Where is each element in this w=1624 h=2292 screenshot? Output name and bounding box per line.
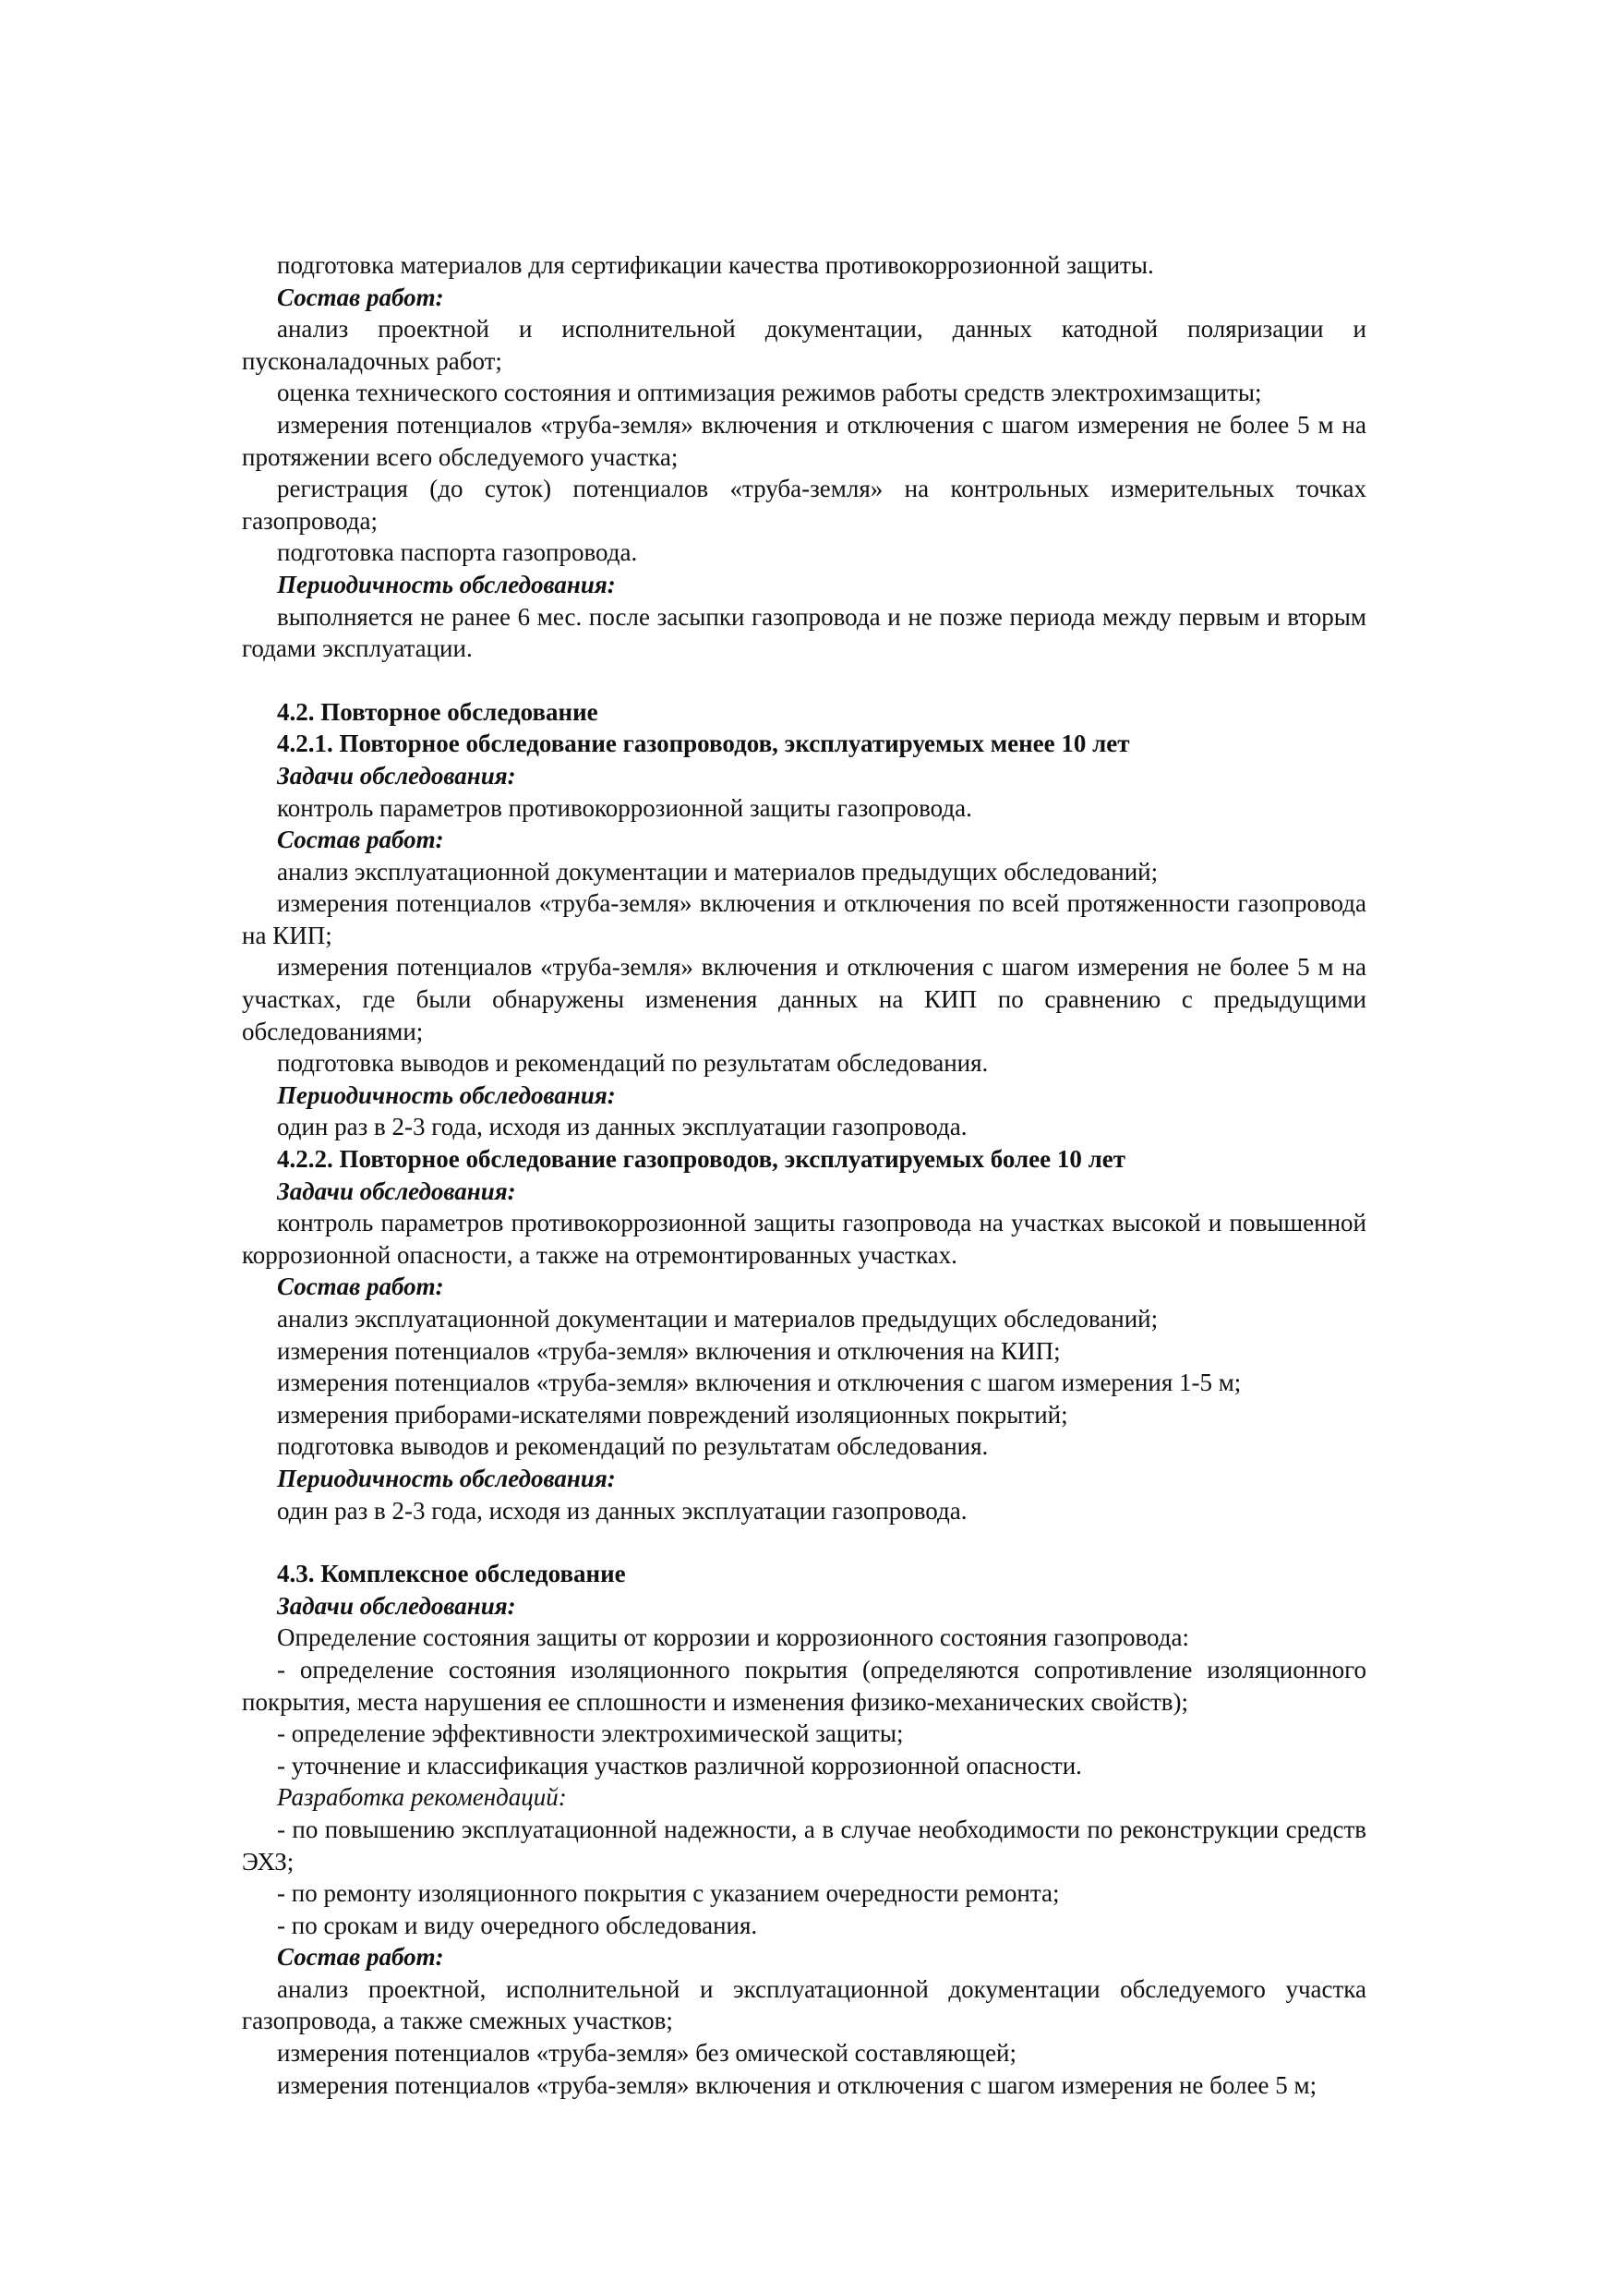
section-gap bbox=[242, 665, 1366, 696]
list-item: - по повышению эксплуатационной надежности, а в случае необходимости по реконструкции средств ЭХЗ; bbox=[242, 1815, 1366, 1876]
subheading-period: Периодичность обследования: bbox=[277, 1464, 616, 1492]
paragraph: подготовка материалов для сертификации качества противокоррозионной защиты. bbox=[277, 251, 1154, 279]
subheading-sostav: Состав работ: bbox=[277, 283, 444, 311]
paragraph: Определение состояния защиты от коррозии и коррозионного состояния газопровода: bbox=[277, 1623, 1189, 1652]
subheading-period: Периодичность обследования: bbox=[277, 1080, 616, 1109]
subheading-sostav: Состав работ: bbox=[277, 1943, 444, 1972]
document-page bbox=[242, 249, 1366, 2101]
subsection-heading: 4.2.1. Повторное обследование газопроводов, эксплуатируемых менее 10 лет bbox=[277, 730, 1130, 758]
list-item: измерения потенциалов «труба-земля» включения и отключения с шагом измерения не более 5 м; bbox=[277, 2070, 1317, 2099]
list-item: оценка технического состояния и оптимизация режимов работы средств электрохимзащиты; bbox=[277, 379, 1262, 407]
section-heading: 4.3. Комплексное обследование bbox=[277, 1560, 626, 1588]
subheading-zadachi: Задачи обследования: bbox=[277, 1591, 516, 1620]
list-item: измерения потенциалов «труба-земля» включения и отключения с шагом измерения не более 5 м на протяжении всего обследуемого участка; bbox=[242, 410, 1366, 471]
list-item: измерения приборами-искателями повреждений изоляционных покрытий; bbox=[277, 1400, 1068, 1429]
section-gap bbox=[242, 1526, 1366, 1558]
subheading-zadachi: Задачи обследования: bbox=[277, 761, 516, 790]
paragraph: выполняется не ранее 6 мес. после засыпки газопровода и не позже периода между первым и вторым годами эксплуатации. bbox=[242, 602, 1366, 663]
list-item: подготовка выводов и рекомендаций по результатам обследования. bbox=[277, 1049, 989, 1078]
list-item: - определение состояния изоляционного покрытия (определяются сопротивление изоляционного покрытия, места нарушения ее сплошности и изменения физико-механических свойств); bbox=[242, 1655, 1366, 1716]
list-item: - уточнение и классификация участков различной коррозионной опасности. bbox=[277, 1751, 1082, 1779]
list-item: анализ эксплуатационной документации и материалов предыдущих обследований; bbox=[277, 857, 1159, 886]
subheading-period: Периодичность обследования: bbox=[277, 570, 616, 598]
list-item: анализ проектной, исполнительной и эксплуатационной документации обследуемого участка газопровода, а также смежных участков; bbox=[242, 1974, 1366, 2035]
list-item: регистрация (до суток) потенциалов «труба-земля» на контрольных измерительных точках газопровода; bbox=[242, 475, 1366, 535]
subsection-heading: 4.2.2. Повторное обследование газопроводов, эксплуатируемых более 10 лет bbox=[277, 1145, 1126, 1174]
section-heading: 4.2. Повторное обследование bbox=[277, 697, 598, 726]
subheading-recommendations: Разработка рекомендаций: bbox=[277, 1783, 567, 1812]
paragraph: контроль параметров противокоррозионной защиты газопровода на участках высокой и повышенной коррозионной опасности, а также на отремонтированных участках. bbox=[242, 1209, 1366, 1269]
list-item: подготовка выводов и рекомендаций по результатам обследования. bbox=[277, 1432, 989, 1461]
paragraph: один раз в 2-3 года, исходя из данных эксплуатации газопровода. bbox=[277, 1113, 968, 1141]
list-item: анализ проектной и исполнительной документации, данных катодной поляризации и пусконаладочных работ; bbox=[242, 315, 1366, 375]
paragraph: один раз в 2-3 года, исходя из данных эксплуатации газопровода. bbox=[277, 1496, 968, 1525]
list-item: измерения потенциалов «труба-земля» включения и отключения с шагом измерения 1-5 м; bbox=[277, 1369, 1242, 1397]
list-item: измерения потенциалов «труба-земля» включения и отключения по всей протяженности газопровода на КИП; bbox=[242, 889, 1366, 949]
subheading-sostav: Состав работ: bbox=[277, 826, 444, 854]
list-item: - по ремонту изоляционного покрытия с указанием очередности ремонта; bbox=[277, 1879, 1060, 1908]
list-item: измерения потенциалов «труба-земля» без омической составляющей; bbox=[277, 2039, 1017, 2068]
list-item: подготовка паспорта газопровода. bbox=[277, 538, 638, 567]
paragraph: контроль параметров противокоррозионной защиты газопровода. bbox=[277, 793, 972, 822]
list-item: - по срокам и виду очередного обследования. bbox=[277, 1911, 758, 1939]
list-item: анализ эксплуатационной документации и материалов предыдущих обследований; bbox=[277, 1305, 1159, 1333]
list-item: - определение эффективности электрохимической защиты; bbox=[277, 1719, 904, 1748]
list-item: измерения потенциалов «труба-земля» включения и отключения с шагом измерения не более 5 м на участках, где были обнаружены изменения данных на КИП по сравнению с предыдущими обследованиями; bbox=[242, 953, 1366, 1045]
list-item: измерения потенциалов «труба-земля» включения и отключения на КИП; bbox=[277, 1336, 1061, 1365]
subheading-zadachi: Задачи обследования: bbox=[277, 1176, 516, 1205]
subheading-sostav: Состав работ: bbox=[277, 1273, 444, 1301]
